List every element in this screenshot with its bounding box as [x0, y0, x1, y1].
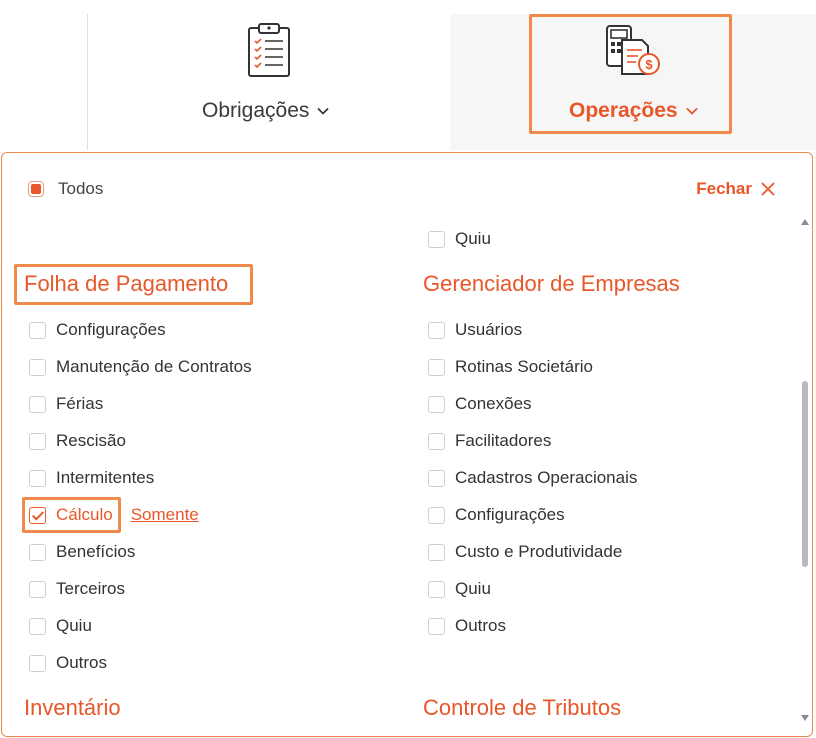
- item-label: Terceiros: [56, 579, 125, 598]
- item-checkbox[interactable]: [428, 433, 445, 450]
- close-button[interactable]: [696, 179, 776, 199]
- item-label: Configurações: [56, 320, 166, 339]
- item-label: Rotinas Societário: [455, 357, 593, 376]
- folha-section-highlight-frame: [14, 264, 253, 305]
- item-label: Quiu: [455, 229, 491, 248]
- item-label: Quiu: [56, 616, 92, 635]
- list-item[interactable]: [428, 356, 593, 378]
- scrollbar-thumb[interactable]: [802, 381, 808, 567]
- item-checkbox[interactable]: [29, 433, 46, 450]
- list-item[interactable]: [428, 615, 506, 637]
- list-item[interactable]: [29, 393, 103, 415]
- list-item[interactable]: [29, 541, 135, 563]
- list-item[interactable]: [428, 578, 491, 600]
- item-label: Conexões: [455, 394, 532, 413]
- item-label: Configurações: [455, 505, 565, 524]
- section-title-gerenciador: Gerenciador de Empresas: [423, 271, 680, 296]
- tab-obrigacoes-label-group: [202, 99, 329, 123]
- list-item[interactable]: [29, 652, 107, 674]
- item-label: Cálculo: [56, 505, 113, 524]
- item-label: Rescisão: [56, 431, 126, 450]
- close-icon: [760, 181, 776, 197]
- close-label: Fechar: [696, 179, 752, 198]
- section-title-inventario: Inventário: [24, 695, 121, 720]
- list-item[interactable]: [29, 578, 125, 600]
- list-item[interactable]: [29, 319, 166, 341]
- item-checkbox[interactable]: [428, 231, 445, 248]
- item-label: Outros: [56, 653, 108, 672]
- item-label: Outros: [455, 616, 507, 635]
- clipboard-checklist-icon: [246, 22, 292, 78]
- item-label: Quiu: [455, 579, 491, 598]
- item-checkbox[interactable]: [29, 581, 46, 598]
- item-checkbox[interactable]: [428, 470, 445, 487]
- list-item[interactable]: [428, 319, 522, 341]
- item-checkbox[interactable]: [428, 544, 445, 561]
- item-checkbox[interactable]: [29, 322, 46, 339]
- item-checkbox[interactable]: [29, 470, 46, 487]
- chevron-down-icon: [317, 107, 329, 115]
- item-label: Facilitadores: [455, 431, 552, 450]
- scroll-down-arrow[interactable]: [801, 715, 809, 721]
- operacoes-highlight-frame: [529, 14, 732, 134]
- item-label: Intermitentes: [56, 468, 155, 487]
- select-all-checkbox[interactable]: [28, 181, 44, 197]
- item-label: Custo e Produtividade: [455, 542, 623, 561]
- svg-text:$: $: [645, 57, 653, 72]
- select-all-row[interactable]: [28, 179, 103, 199]
- item-label: Usuários: [455, 320, 523, 339]
- item-label: Benefícios: [56, 542, 136, 561]
- item-label: Cadastros Operacionais: [455, 468, 638, 487]
- item-checkbox[interactable]: [428, 507, 445, 524]
- list-item[interactable]: [428, 430, 551, 452]
- calculo-highlight-frame: [22, 497, 121, 533]
- item-checkbox[interactable]: [428, 618, 445, 635]
- item-checkbox[interactable]: [29, 655, 46, 672]
- item-checkbox[interactable]: [428, 359, 445, 376]
- scroll-up-arrow[interactable]: [801, 219, 809, 225]
- section-title-controle-tributos: Controle de Tributos: [423, 695, 622, 720]
- select-all-label: Todos: [58, 179, 104, 198]
- item-label: Férias: [56, 394, 104, 413]
- item-checkbox[interactable]: [29, 359, 46, 376]
- tab-obrigacoes[interactable]: [88, 14, 450, 150]
- tab-operacoes-label: Operações: [569, 99, 678, 122]
- list-item[interactable]: [29, 467, 154, 489]
- list-item[interactable]: [428, 504, 565, 526]
- tab-obrigacoes-label: Obrigações: [202, 99, 310, 122]
- section-title-folha: Folha de Pagamento: [24, 271, 229, 296]
- tab-bar-left-area: [0, 14, 88, 150]
- item-checkbox[interactable]: [29, 396, 46, 413]
- item-checkbox[interactable]: [428, 396, 445, 413]
- item-checkbox[interactable]: [428, 581, 445, 598]
- list-item[interactable]: [29, 430, 126, 452]
- list-item[interactable]: [428, 541, 622, 563]
- list-item[interactable]: [428, 393, 532, 415]
- item-checkbox[interactable]: [29, 544, 46, 561]
- list-item[interactable]: [428, 467, 637, 489]
- list-item[interactable]: [428, 228, 491, 250]
- operations-filter-panel: [1, 152, 813, 737]
- list-item[interactable]: [29, 615, 92, 637]
- item-label: Manutenção de Contratos: [56, 357, 252, 376]
- item-checkbox[interactable]: [29, 618, 46, 635]
- item-checkbox[interactable]: [428, 322, 445, 339]
- list-item[interactable]: [29, 356, 252, 378]
- somente-link[interactable]: Somente: [130, 505, 199, 524]
